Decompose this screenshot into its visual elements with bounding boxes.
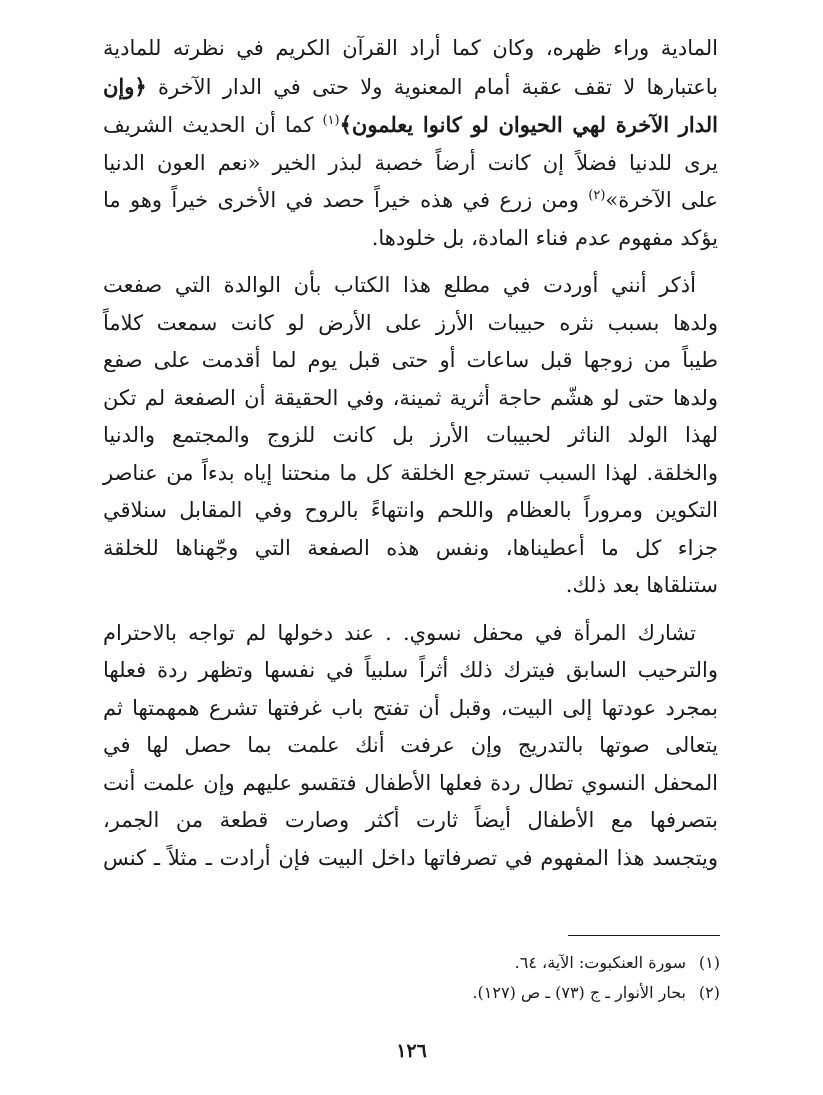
- footnotes: [105, 948, 720, 1008]
- text-line: يرى للدنيا فضلاً إن كانت أرضاً خصبة لبذر الخير «نعم العون الدنيا: [103, 150, 718, 175]
- footnote-ref-1: (١): [322, 113, 340, 128]
- text-line: ويتجسد هذا المفهوم في تصرفاتها داخل البيت فإن أرادت ـ مثلاً ـ كنس: [103, 845, 718, 870]
- quran-quote: الدار الآخرة لهي الحيوان لو كانوا يعلمون: [351, 112, 718, 137]
- text-line: التكوين ومروراً بالعظام واللحم وانتهاءً بالروح وفي المقابل سنلاقي: [103, 498, 718, 522]
- text-line: ولدها بسبب نثره حبيبات الأرز على الأرض لو كانت سمعت كلاماً: [103, 310, 718, 335]
- page-body: [103, 30, 718, 877]
- text-line: والخلقة. لهذا السبب تسترجع الخلقة كل ما منحتنا إياه بدءاً من عناصر: [103, 460, 718, 485]
- page-number: ١٢٦: [396, 1040, 427, 1062]
- footnote-ref-2: (٢): [588, 188, 606, 203]
- text-line: بمجرد عودتها إلى البيت، وقبل أن تفتح باب غرفتها تشرع همهمتها ثم: [103, 695, 718, 720]
- text-line: على الآخرة»$^{(٢)}$ ومن زرع في هذه خيراً حصد في الأخرى خيراً وهو ما: [103, 188, 718, 212]
- quran-quote-start: ﴿وإن: [103, 73, 147, 99]
- text-line: المادية وراء ظهره، وكان كما أراد القرآن الكريم في نظرته للمادية: [103, 36, 718, 60]
- paragraph-1: [103, 30, 718, 257]
- text-line: طيباً من زوجها قبل ساعات أو حتى قبل يوم لما أقدمت على صفع: [103, 348, 718, 372]
- footnote-number: (١): [698, 953, 720, 972]
- footnote-2: [105, 978, 720, 1008]
- paragraph-2: [103, 267, 718, 605]
- text-line: جزاء كل ما أعطيناها، ونفس هذه الصفعة التي وجّهناها للخلقة: [103, 535, 718, 560]
- text-line: المحفل النسوي تطال ردة فعلها الأطفال فتقسو عليهم وإن علمت أنت: [103, 770, 718, 795]
- footnote-text: بحار الأنوار ـ ج (٧٣) ـ ص (١٢٧).: [472, 983, 686, 1002]
- paragraph-3: [103, 615, 718, 878]
- footnote-text: سورة العنكبوت: الآية، ٦٤.: [514, 953, 686, 972]
- text-line: ستنلقاها بعد ذلك.: [565, 573, 718, 597]
- footnote-separator: [568, 935, 720, 936]
- text-line: الدار الآخرة لهي الحيوان لو كانوا يعلمون﴾$^{(١)}$ كما أن الحديث الشريف: [103, 112, 718, 137]
- quran-quote-end: ﴾: [339, 112, 352, 137]
- text-line: أذكر أنني أوردت في مطلع هذا الكتاب بأن الوالدة التي صفعت: [103, 273, 696, 297]
- text-line: تشارك المرأة في محفل نسوي. . عند دخولها لم تواجه بالاحترام: [103, 620, 696, 645]
- text-line: لهذا الولد الناثر لحبيبات الأرز بل كانت للزوج والمجتمع والدنيا: [103, 423, 718, 447]
- text-line: والترحيب السابق فيترك ذلك أثراً سلبياً في نفسها وتظهر ردة فعلها: [103, 658, 718, 682]
- text-line: يؤكد مفهوم عدم فناء المادة، بل خلودها.: [371, 225, 718, 250]
- text-line: باعتبارها لا تقف عقبة أمام المعنوية ولا حتى في الدار الآخرة ﴿وإن: [103, 73, 718, 99]
- text-line: ولدها حتى لو هشّم حاجة أثرية ثمينة، وفي الحقيقة أن الصفعة لم تكن: [103, 385, 718, 410]
- footnote-1: [105, 948, 720, 978]
- footnote-number: (٢): [698, 983, 720, 1002]
- text-line: يتعالى صوتها بالتدريج وإن عرفت أنك علمت بما حصل لها في: [103, 733, 718, 757]
- text-line: بتصرفها مع الأطفال أيضاً ثارت أكثر وصارت قطعة من الجمر،: [103, 808, 718, 832]
